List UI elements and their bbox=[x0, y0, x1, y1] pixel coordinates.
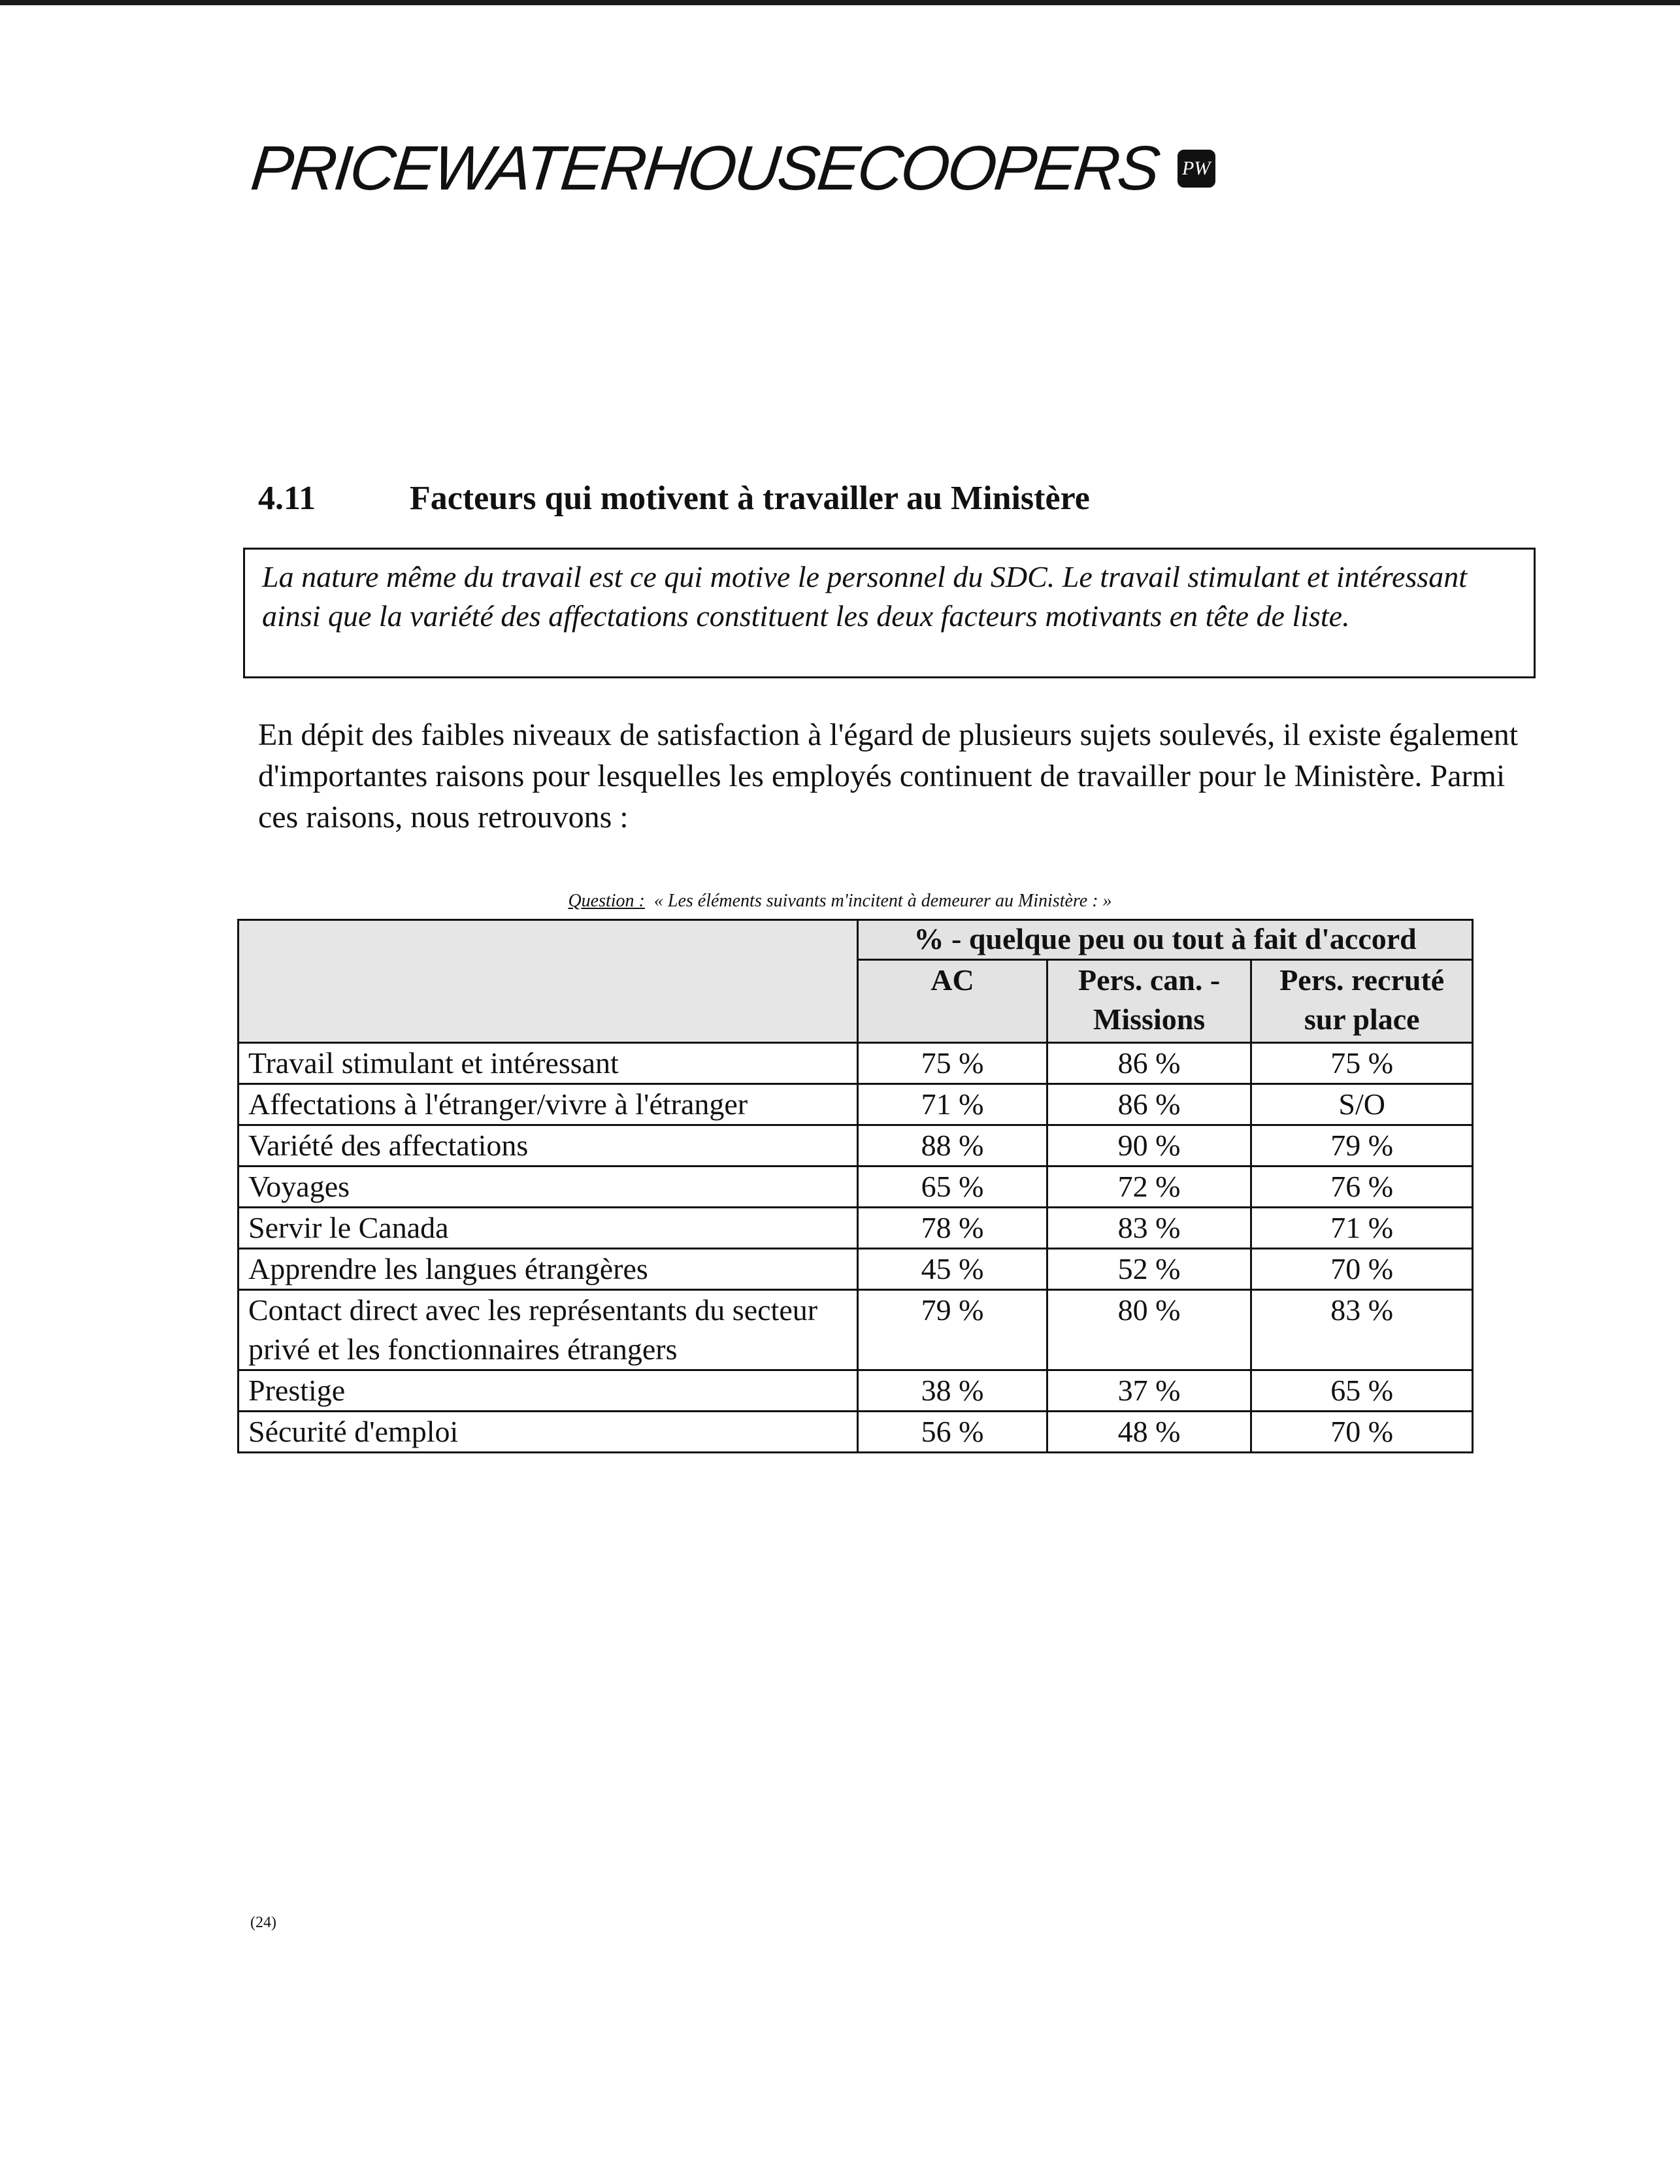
cell-pers-can: 37 % bbox=[1047, 1370, 1251, 1412]
cell-pers-recrute: 79 % bbox=[1251, 1125, 1473, 1166]
survey-table bbox=[237, 919, 1474, 1453]
table-row bbox=[239, 1125, 1473, 1166]
logo-badge-icon: PW bbox=[1178, 150, 1215, 188]
cell-pers-can: 86 % bbox=[1047, 1084, 1251, 1125]
body-paragraph: En dépit des faibles niveaux de satisfaction à l'égard de plusieurs sujets soulevés, il existe également d'importantes raisons pour lesquelles les employés continuent de travailler pour le Ministère. Parmi ces raisons, nous retrouvons : bbox=[258, 718, 1519, 835]
cell-ac: 78 % bbox=[858, 1208, 1047, 1249]
logo-wordmark: PRICEWATERHOUSECOOPERS bbox=[248, 133, 1162, 203]
cell-pers-recrute: 70 % bbox=[1251, 1249, 1473, 1290]
cell-ac: 79 % bbox=[858, 1290, 1047, 1370]
cell-pers-can: 90 % bbox=[1047, 1125, 1251, 1166]
row-label: Contact direct avec les représentants du secteur privé et les fonctionnaires étrangers bbox=[239, 1290, 858, 1370]
row-label: Affectations à l'étranger/vivre à l'étranger bbox=[239, 1084, 858, 1125]
cell-ac: 38 % bbox=[858, 1370, 1047, 1412]
cell-pers-recrute: S/O bbox=[1251, 1084, 1473, 1125]
caption-label: Question : bbox=[568, 891, 645, 911]
cell-ac: 71 % bbox=[858, 1084, 1047, 1125]
section-heading bbox=[258, 479, 1090, 518]
page-number: (24) bbox=[250, 1914, 276, 1931]
section-number: 4.11 bbox=[258, 480, 316, 517]
cell-pers-recrute: 65 % bbox=[1251, 1370, 1473, 1412]
summary-text: La nature même du travail est ce qui motive le personnel du SDC. Le travail stimulant et intéressant ainsi que la variété des affectations constituent les deux facteurs motivants en tête de liste. bbox=[262, 560, 1468, 633]
cell-pers-recrute: 71 % bbox=[1251, 1208, 1473, 1249]
cell-pers-recrute: 83 % bbox=[1251, 1290, 1473, 1370]
pwc-logo bbox=[248, 123, 1215, 214]
table-row bbox=[239, 1166, 1473, 1208]
row-label: Servir le Canada bbox=[239, 1208, 858, 1249]
cell-pers-can: 83 % bbox=[1047, 1208, 1251, 1249]
table-row bbox=[239, 1412, 1473, 1453]
group-header: % - quelque peu ou tout à fait d'accord bbox=[858, 920, 1473, 960]
caption-text: « Les éléments suivants m'incitent à demeurer au Ministère : » bbox=[653, 891, 1112, 911]
cell-pers-can: 52 % bbox=[1047, 1249, 1251, 1290]
row-label: Travail stimulant et intéressant bbox=[239, 1043, 858, 1084]
table-row bbox=[239, 1370, 1473, 1412]
cell-ac: 88 % bbox=[858, 1125, 1047, 1166]
summary-box bbox=[243, 548, 1536, 678]
table-row bbox=[239, 1290, 1473, 1370]
column-header-pers-can-missions: Pers. can. - Missions bbox=[1047, 960, 1251, 1043]
page-top-edge bbox=[0, 0, 1680, 5]
header-corner-cell bbox=[239, 920, 858, 1043]
cell-ac: 65 % bbox=[858, 1166, 1047, 1208]
row-label: Variété des affectations bbox=[239, 1125, 858, 1166]
column-header-ac: AC bbox=[858, 960, 1047, 1043]
cell-pers-can: 86 % bbox=[1047, 1043, 1251, 1084]
table-row bbox=[239, 1249, 1473, 1290]
cell-pers-recrute: 70 % bbox=[1251, 1412, 1473, 1453]
cell-pers-recrute: 76 % bbox=[1251, 1166, 1473, 1208]
cell-ac: 75 % bbox=[858, 1043, 1047, 1084]
table-row bbox=[239, 1043, 1473, 1084]
cell-pers-can: 72 % bbox=[1047, 1166, 1251, 1208]
row-label: Sécurité d'emploi bbox=[239, 1412, 858, 1453]
column-header-pers-recrute-sur-place: Pers. recruté sur place bbox=[1251, 960, 1473, 1043]
cell-pers-can: 48 % bbox=[1047, 1412, 1251, 1453]
cell-pers-recrute: 75 % bbox=[1251, 1043, 1473, 1084]
cell-ac: 45 % bbox=[858, 1249, 1047, 1290]
row-label: Voyages bbox=[239, 1166, 858, 1208]
table-caption bbox=[0, 891, 1680, 912]
section-title: Facteurs qui motivent à travailler au Ministère bbox=[410, 480, 1090, 517]
table-row bbox=[239, 1084, 1473, 1125]
cell-ac: 56 % bbox=[858, 1412, 1047, 1453]
cell-pers-can: 80 % bbox=[1047, 1290, 1251, 1370]
row-label: Apprendre les langues étrangères bbox=[239, 1249, 858, 1290]
row-label: Prestige bbox=[239, 1370, 858, 1412]
table-row bbox=[239, 1208, 1473, 1249]
